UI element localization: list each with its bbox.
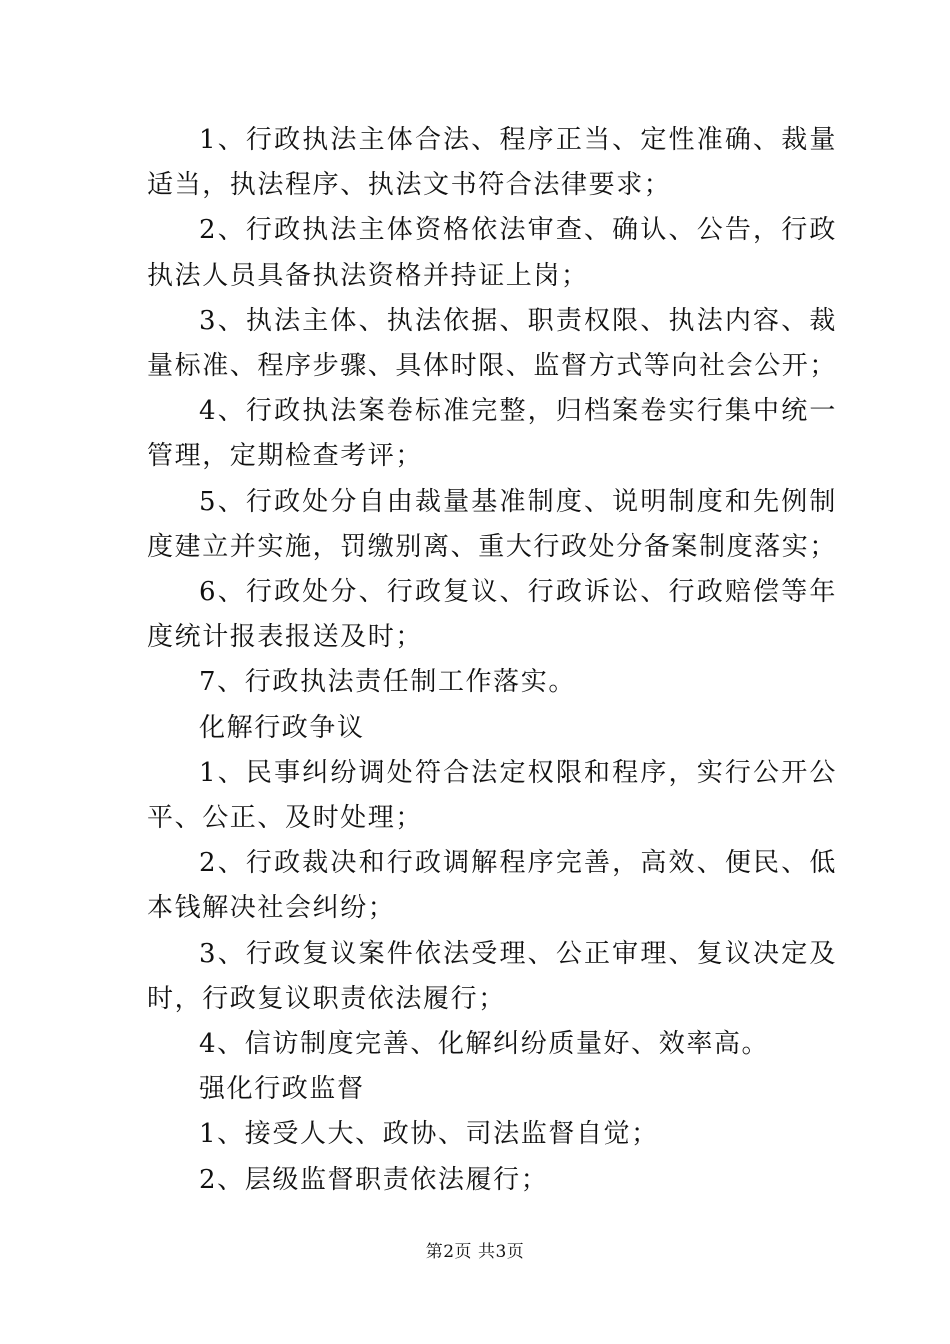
section-heading-supervision: 强化行政监督 — [199, 1074, 365, 1105]
paragraph-enforcement-3: 3、执法主体、执法依据、职责权限、执法内容、裁量标准、程序步骤、具体时限、监督方式等向社会公开； — [147, 305, 838, 382]
paragraph-supervision-1: 1、接受人大、政协、司法监督自觉； — [199, 1119, 659, 1150]
paragraph-dispute-3: 3、行政复议案件依法受理、公正审理、复议决定及时，行政复议职责依法履行； — [147, 938, 837, 1014]
paragraph-enforcement-7: 7、行政执法责任制工作落实。 — [199, 667, 576, 698]
paragraph-supervision-2: 2、层级监督职责依法履行； — [199, 1164, 549, 1195]
paragraph-enforcement-6: 6、行政处分、行政复议、行政诉讼、行政赔偿等年度统计报表报送及时； — [147, 577, 837, 653]
section-heading-dispute: 化解行政争议 — [199, 712, 365, 743]
document-body — [147, 118, 837, 1203]
paragraph-enforcement-2: 2、行政执法主体资格依法审查、确认、公告，行政执法人员具备执法资格并持证上岗； — [147, 215, 837, 291]
paragraph-enforcement-4: 4、行政执法案卷标准完整，归档案卷实行集中统一管理，定期检查考评； — [147, 396, 837, 472]
paragraph-dispute-4: 4、信访制度完善、化解纠纷质量好、效率高。 — [199, 1029, 770, 1060]
paragraph-enforcement-5: 5、行政处分自由裁量基准制度、说明制度和先例制度建立并实施，罚缴别离、重大行政处分备案制度落实； — [147, 486, 838, 562]
paragraph-enforcement-1: 1、行政执法主体合法、程序正当、定性准确、裁量适当，执法程序、执法文书符合法律要求； — [147, 125, 837, 201]
paragraph-dispute-2: 2、行政裁决和行政调解程序完善，高效、便民、低本钱解决社会纠纷； — [147, 848, 837, 924]
paragraph-dispute-1: 1、民事纠纷调处符合法定权限和程序，实行公开公平、公正、及时处理； — [147, 757, 837, 834]
page-footer: 第2页 共3页 — [425, 1242, 525, 1262]
